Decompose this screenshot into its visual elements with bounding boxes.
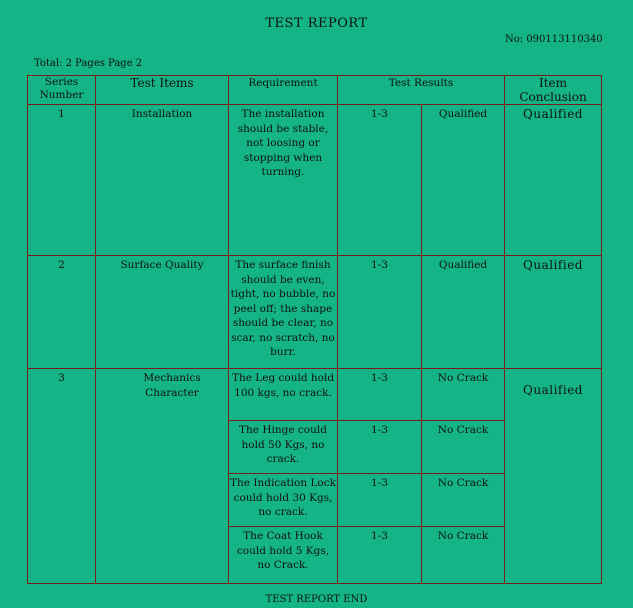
test-range: 1-3: [338, 256, 422, 369]
test-result: No Crack: [422, 527, 505, 584]
requirement: The Indication Lock could hold 30 Kgs, no crack.: [229, 474, 338, 527]
test-result: No Crack: [422, 421, 505, 474]
col-header-test-items: Test Items: [96, 76, 229, 105]
test-result: No Crack: [422, 369, 505, 421]
series-number: 2: [28, 256, 96, 369]
col-header-test-results: Test Results: [338, 76, 505, 105]
table-row: [28, 105, 602, 256]
test-item: Surface Quality: [96, 256, 229, 369]
report-title: TEST REPORT: [265, 16, 368, 31]
test-range: 1-3: [338, 105, 422, 256]
series-number: 1: [28, 105, 96, 256]
item-conclusion: Qualified: [505, 256, 602, 369]
test-range: 1-3: [338, 527, 422, 584]
test-range: 1-3: [338, 474, 422, 527]
table-row: [28, 369, 602, 421]
test-result: Qualified: [422, 256, 505, 369]
requirement: The Hinge could hold 50 Kgs, no crack.: [229, 421, 338, 474]
table-row: [28, 256, 602, 369]
report-end-footer: TEST REPORT END: [265, 594, 368, 605]
series-number: 3: [28, 369, 96, 584]
requirement: The surface finish should be even, tight, no bubble, no peel off; the shape should be clear, no scar, no scratch, no burr.: [229, 256, 338, 369]
requirement: The installation should be stable, not loosing or stopping when turning.: [229, 105, 338, 256]
test-report-table: [27, 75, 602, 584]
table-header-row: [28, 76, 602, 105]
test-result: Qualified: [422, 105, 505, 256]
test-item: Mechanics Character: [96, 369, 229, 584]
document-number: No: 090113110340: [505, 34, 603, 45]
requirement: The Leg could hold 100 kgs, no crack.: [229, 369, 338, 421]
test-item: Installation: [96, 105, 229, 256]
col-header-requirement: Requirement: [229, 76, 338, 105]
col-header-conclusion: Item Conclusion: [505, 76, 602, 105]
col-header-series: Series Number: [28, 76, 96, 105]
page-count: Total: 2 Pages Page 2: [34, 58, 143, 69]
item-conclusion: Qualified: [505, 369, 602, 584]
item-conclusion: Qualified: [505, 105, 602, 256]
test-result: No Crack: [422, 474, 505, 527]
test-range: 1-3: [338, 421, 422, 474]
test-range: 1-3: [338, 369, 422, 421]
requirement: The Coat Hook could hold 5 Kgs, no Crack.: [229, 527, 338, 584]
